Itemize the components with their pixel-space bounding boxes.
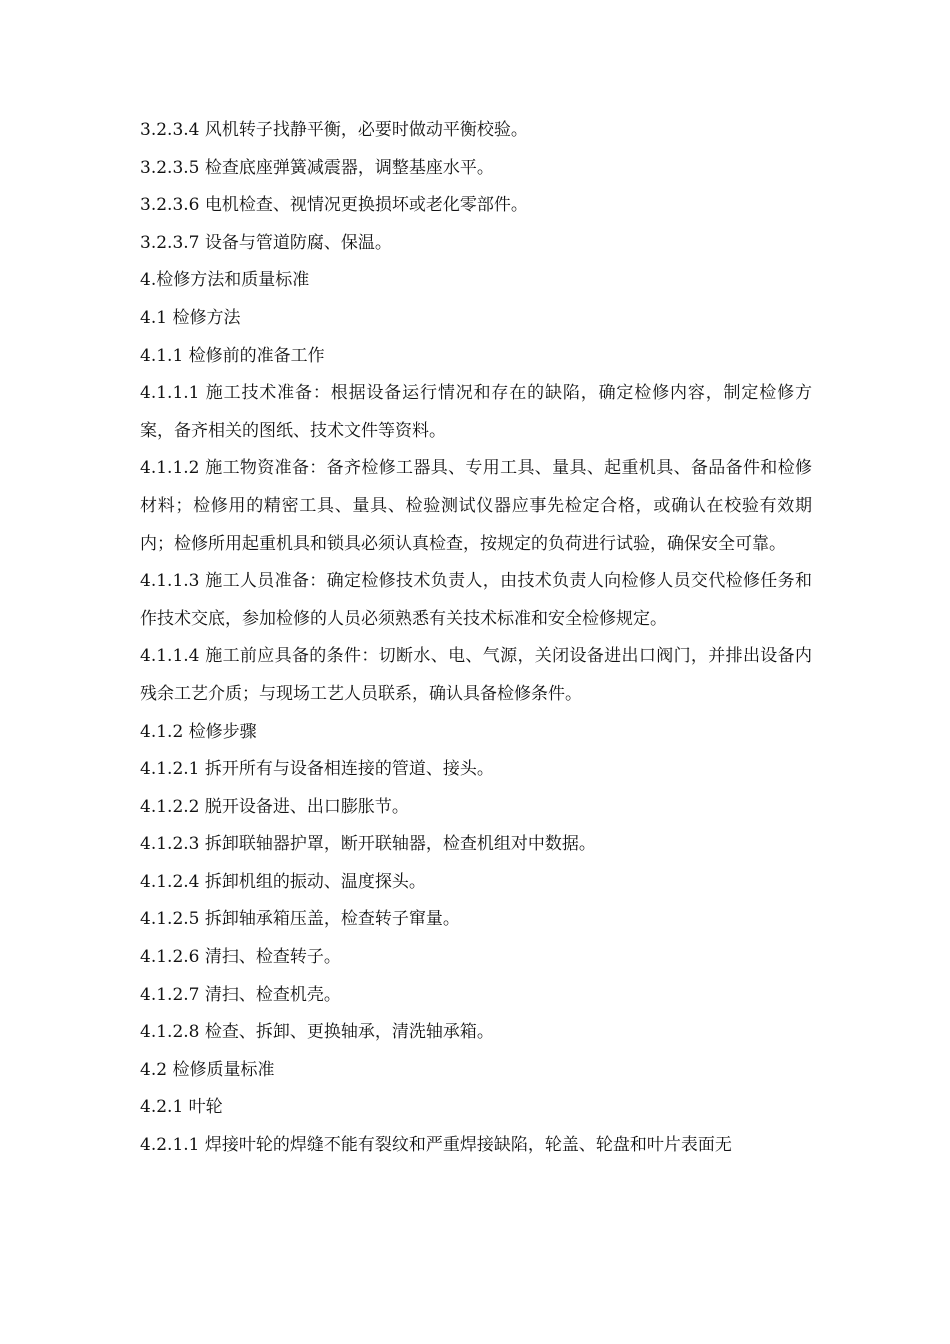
section-heading-4: 4.检修方法和质量标准 xyxy=(140,270,310,291)
section-heading-4-2-1: 4.2.1 叶轮 xyxy=(140,1097,223,1118)
paragraph-4-1-2-6: 4.1.2.6 清扫、检查转子。 xyxy=(140,947,341,968)
paragraph-4-1-2-5: 4.1.2.5 拆卸轴承箱压盖，检查转子窜量。 xyxy=(140,909,460,930)
paragraph-3-2-3-7: 3.2.3.7 设备与管道防腐、保温。 xyxy=(140,232,392,253)
paragraph-4-1-2-2: 4.1.2.2 脱开设备进、出口膨胀节。 xyxy=(140,796,409,817)
paragraph-4-1-2-8: 4.1.2.8 检查、拆卸、更换轴承，清洗轴承箱。 xyxy=(140,1022,494,1043)
paragraph-4-1-2-1: 4.1.2.1 拆开所有与设备相连接的管道、接头。 xyxy=(140,759,494,780)
paragraph-4-2-1-1: 4.2.1.1 焊接叶轮的焊缝不能有裂纹和严重焊接缺陷，轮盖、轮盘和叶片表面无 xyxy=(140,1135,732,1156)
paragraph-4-1-1-2: 4.1.1.2 施工物资准备：备齐检修工器具、专用工具、量具、起重机具、备品备件和检修材料；检修用的精密工具、量具、检验测试仪器应事先检定合格，或确认在校验有效期内；检修所用起重机具和锁具必须认真检查，按规定的负荷进行试验，确保安全可靠。 xyxy=(140,458,812,554)
paragraph-3-2-3-6: 3.2.3.6 电机检查、视情况更换损坏或老化零部件。 xyxy=(140,195,528,216)
paragraph-4-1-1-1: 4.1.1.1 施工技术准备：根据设备运行情况和存在的缺陷，确定检修内容，制定检修方案，备齐相关的图纸、技术文件等资料。 xyxy=(140,383,812,441)
section-heading-4-1-1: 4.1.1 检修前的准备工作 xyxy=(140,345,325,366)
paragraph-4-1-1-4: 4.1.1.4 施工前应具备的条件：切断水、电、气源，关闭设备进出口阀门，并排出设备内残余工艺介质；与现场工艺人员联系，确认具备检修条件。 xyxy=(140,646,812,704)
paragraph-3-2-3-4: 3.2.3.4 风机转子找静平衡，必要时做动平衡校验。 xyxy=(140,120,528,140)
document-body xyxy=(140,112,812,1165)
paragraph-4-1-2-3: 4.1.2.3 拆卸联轴器护罩，断开联轴器，检查机组对中数据。 xyxy=(140,834,596,855)
section-heading-4-1-2: 4.1.2 检修步骤 xyxy=(140,721,257,742)
paragraph-4-1-2-7: 4.1.2.7 清扫、检查机壳。 xyxy=(140,984,341,1005)
paragraph-3-2-3-5: 3.2.3.5 检查底座弹簧减震器，调整基座水平。 xyxy=(140,157,494,178)
section-heading-4-2: 4.2 检修质量标准 xyxy=(140,1059,275,1080)
paragraph-4-1-2-4: 4.1.2.4 拆卸机组的振动、温度探头。 xyxy=(140,871,426,892)
section-heading-4-1: 4.1 检修方法 xyxy=(140,307,241,328)
paragraph-4-1-1-3: 4.1.1.3 施工人员准备：确定检修技术负责人，由技术负责人向检修人员交代检修任务和作技术交底，参加检修的人员必须熟悉有关技术标准和安全检修规定。 xyxy=(140,571,812,629)
